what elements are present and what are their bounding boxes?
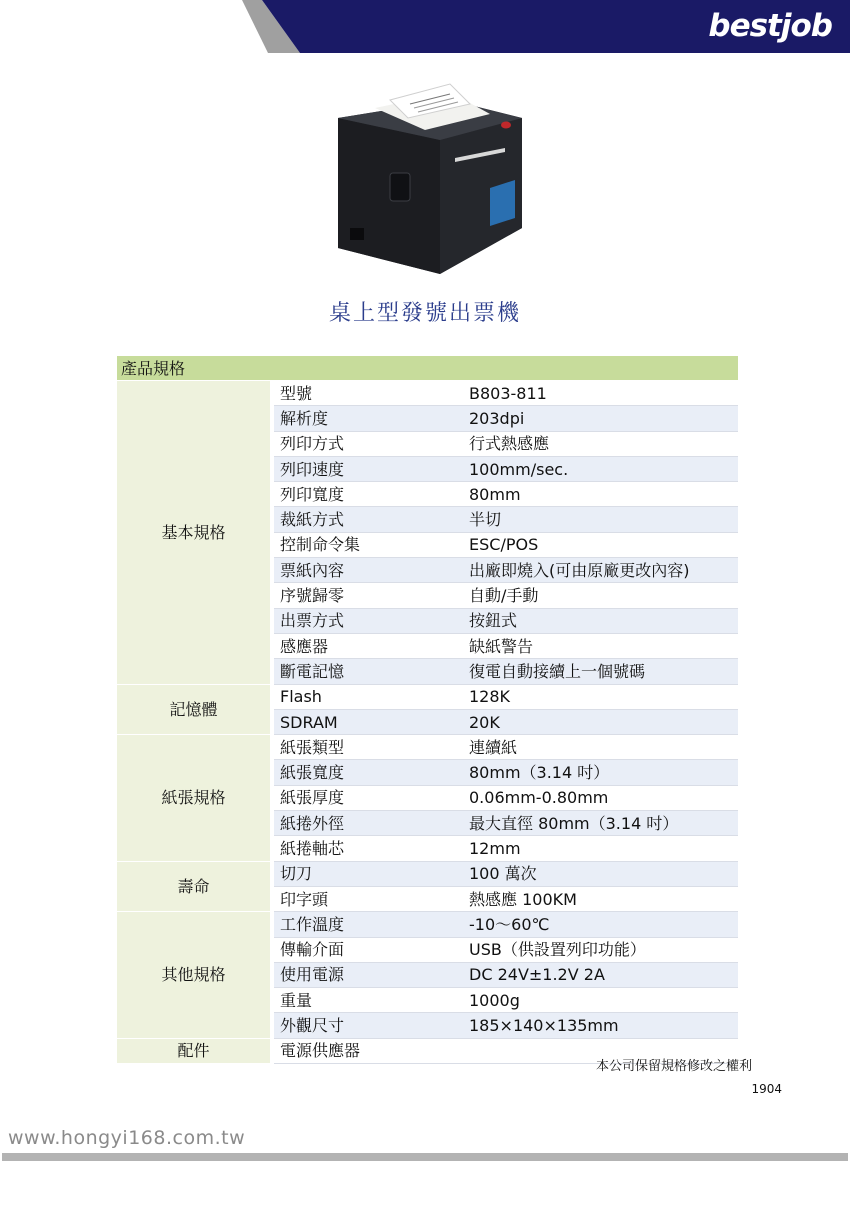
spec-item-value: 100mm/sec.: [467, 456, 738, 481]
spec-item-value: 100 萬次: [467, 861, 738, 886]
spec-item-value: DC 24V±1.2V 2A: [467, 962, 738, 987]
spec-table: [117, 356, 738, 1064]
spec-table-heading: 產品規格: [117, 356, 738, 381]
spec-row: [117, 912, 738, 937]
spec-item-value: 出廠即燒入(可由原廠更改內容): [467, 558, 738, 583]
document-code: 1904: [751, 1082, 782, 1096]
brand-logo: bestjob: [708, 8, 832, 44]
spec-group-label: 紙張規格: [117, 735, 272, 861]
spec-item-name: 紙張寬度: [272, 760, 467, 785]
spec-item-name: 傳輸介面: [272, 937, 467, 962]
spec-item-value: 185×140×135mm: [467, 1013, 738, 1038]
spec-item-name: Flash: [272, 684, 467, 709]
spec-item-value: 128K: [467, 684, 738, 709]
spec-group-label: 其他規格: [117, 912, 272, 1038]
spec-item-name: 出票方式: [272, 608, 467, 633]
spec-item-value: 缺紙警告: [467, 633, 738, 658]
spec-item-name: 型號: [272, 381, 467, 406]
spec-item-name: 紙張厚度: [272, 785, 467, 810]
spec-item-value: 203dpi: [467, 406, 738, 431]
spec-item-name: 控制命令集: [272, 532, 467, 557]
spec-row: [117, 861, 738, 886]
spec-item-name: 裁紙方式: [272, 507, 467, 532]
spec-item-name: 紙捲軸芯: [272, 836, 467, 861]
spec-item-value: 半切: [467, 507, 738, 532]
spec-item-name: 電源供應器: [272, 1038, 467, 1063]
spec-item-name: 工作溫度: [272, 912, 467, 937]
spec-item-value: 12mm: [467, 836, 738, 861]
spec-item-value: 最大直徑 80mm（3.14 吋）: [467, 811, 738, 836]
spec-item-value: 1000g: [467, 988, 738, 1013]
spec-group-label: 基本規格: [117, 381, 272, 685]
spec-item-value: B803-811: [467, 381, 738, 406]
website-url: www.hongyi168.com.tw: [8, 1127, 246, 1149]
spec-item-value: ESC/POS: [467, 532, 738, 557]
spec-item-name: 列印方式: [272, 431, 467, 456]
spec-item-value: 連續紙: [467, 735, 738, 760]
spec-item-name: 重量: [272, 988, 467, 1013]
spec-item-value: 20K: [467, 709, 738, 734]
spec-item-name: 列印速度: [272, 456, 467, 481]
spec-item-value: USB（供設置列印功能）: [467, 937, 738, 962]
spec-item-value: 80mm（3.14 吋）: [467, 760, 738, 785]
spec-item-name: SDRAM: [272, 709, 467, 734]
spec-item-name: 使用電源: [272, 962, 467, 987]
spec-item-value: 80mm: [467, 482, 738, 507]
spec-item-name: 斷電記憶: [272, 659, 467, 684]
spec-item-name: 切刀: [272, 861, 467, 886]
spec-table-header: [117, 356, 738, 381]
spec-item-name: 紙捲外徑: [272, 811, 467, 836]
spec-item-name: 外觀尺寸: [272, 1013, 467, 1038]
spec-item-value: 自動/手動: [467, 583, 738, 608]
spec-item-value: 熱感應 100KM: [467, 886, 738, 911]
spec-row: [117, 381, 738, 406]
printer-image: [330, 78, 530, 278]
spec-item-name: 解析度: [272, 406, 467, 431]
spec-notice: 本公司保留規格修改之權利: [595, 1059, 752, 1074]
spec-item-name: 印字頭: [272, 886, 467, 911]
spec-group-label: 記憶體: [117, 684, 272, 735]
spec-item-name: 序號歸零: [272, 583, 467, 608]
spec-item-value: 按鈕式: [467, 608, 738, 633]
spec-row: [117, 735, 738, 760]
spec-group-label: 配件: [117, 1038, 272, 1063]
spec-item-name: 紙張類型: [272, 735, 467, 760]
footer-bar: [2, 1153, 848, 1161]
spec-item-value: 復電自動接續上一個號碼: [467, 659, 738, 684]
spec-item-name: 列印寬度: [272, 482, 467, 507]
spec-item-value: 行式熱感應: [467, 431, 738, 456]
spec-group-label: 壽命: [117, 861, 272, 912]
product-title: 桌上型發號出票機: [328, 301, 521, 326]
spec-item-name: 票紙內容: [272, 558, 467, 583]
spec-row: [117, 684, 738, 709]
spec-item-name: 感應器: [272, 633, 467, 658]
spec-item-value: -10～60℃: [467, 912, 738, 937]
spec-item-value: 0.06mm-0.80mm: [467, 785, 738, 810]
